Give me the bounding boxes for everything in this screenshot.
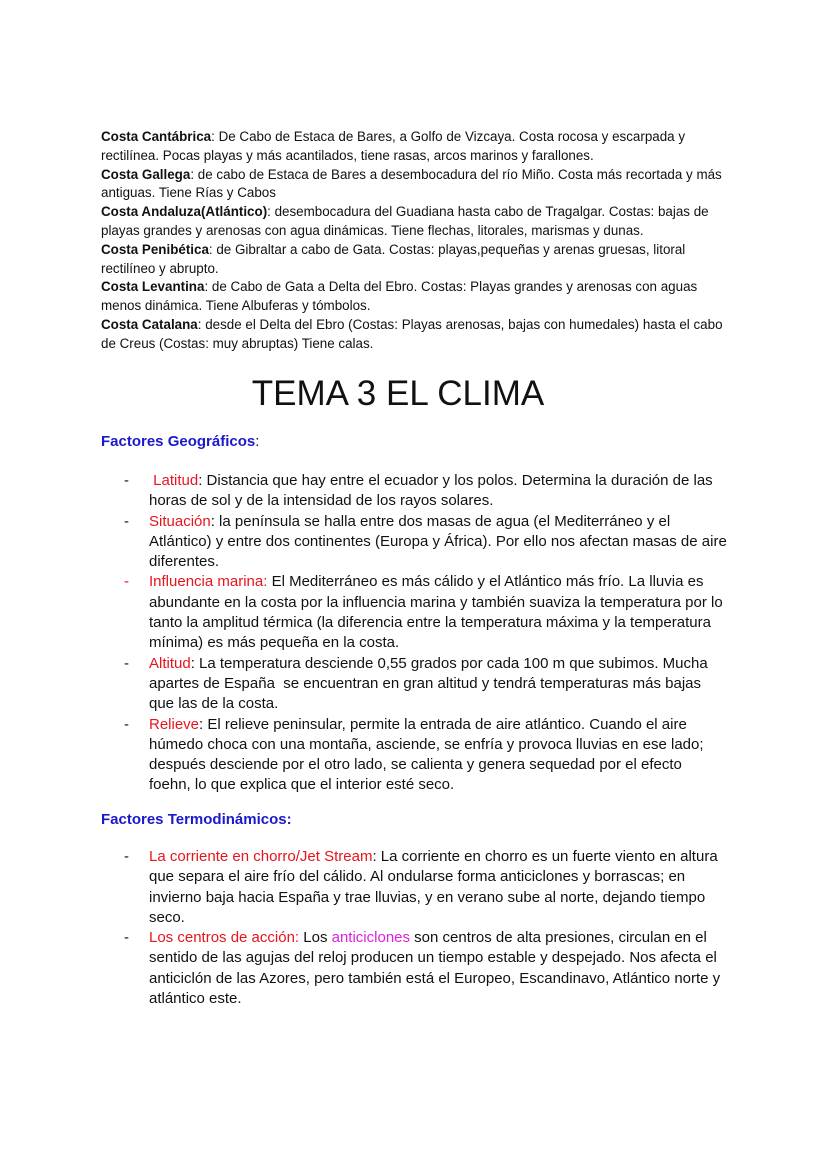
dash-bullet: - [124,573,129,591]
page-title: TEMA 3 EL CLIMA [251,374,545,413]
list-item [0,928,727,1009]
heading-geographic-factors [101,433,259,450]
item-text: son centros de alta presiones, circulan en el sentido de las agujas del reloj producen un tiempo estable y despejado. Nos afecta el anticiclón de las Azores, pero también está el Europeo, Escandinavo, Atlántico norte y atlántico este. [149,929,721,1008]
coast-paragraph [101,241,731,279]
item-label: Influencia marina: [149,573,268,591]
item-text: : Distancia que hay entre el ecuador y los polos. Determina la duración de las horas de sol y de la intensidad de los rayos solares. [149,472,713,510]
thermodynamic-factors-list [0,847,727,1009]
coast-paragraph [101,128,731,166]
highlighted-term: anticiclones [331,929,411,947]
item-text: El Mediterráneo es más cálido y el Atlántico más frío. La lluvia es abundante en la costa por la influencia marina y también suaviza la temperatura por lo tanto la amplitud térmica (la diferencia entre la temperatura máxima y la temperatura mínima) es más pequeña en la costa. [149,573,723,652]
coast-paragraph [101,203,731,241]
coast-paragraph [101,166,731,204]
geographic-factors-list [0,471,727,796]
item-label: Altitud [149,654,191,672]
dash-bullet: - [124,512,129,530]
dash-bullet: - [124,654,129,672]
coast-paragraph [101,278,731,316]
coast-text: : de cabo de Estaca de Bares a desembocadura del río Miño. Costa más recortada y más antiguas. Tiene Rías y Cabos [101,166,722,201]
dash-bullet: - [124,715,129,733]
dash-bullet: - [124,929,129,947]
coast-text: : de Gibraltar a cabo de Gata. Costas: playas,pequeñas y arenas gruesas, litoral rectilíneo y abrupto. [101,241,686,276]
heading-colon: : [255,433,260,450]
item-label: Los centros de acción: [149,929,300,947]
item-text: : La temperatura desciende 0,55 grados por cada 100 m que subimos. Mucha apartes de España se encuentran en gran altitud y tendrá temperaturas más bajas que las de la costa. [149,654,712,713]
item-text-pre: Los [299,929,332,947]
coasts-section [101,128,731,354]
item-label: Situación [149,512,211,530]
coast-name: Costa Cantábrica [101,129,212,144]
item-text: : la península se halla entre dos masas de agua (el Mediterráneo y el Atlántico) y entre dos continentes (Europa y África). Por ello nos afectan masas de aire diferentes. [149,512,727,571]
list-item [0,512,727,573]
coast-text: : desembocadura del Guadiana hasta cabo de Tragalgar. Costas: bajas de playas grandes y arenosas con agua dinámicas. Tiene flechas, litorales, marismas y dunas. [101,204,709,238]
heading-thermodynamic-factors: Factores Termodinámicos: [101,811,292,828]
heading-text: Factores Geográficos [101,433,256,450]
item-text: : El relieve peninsular, permite la entrada de aire atlántico. Cuando el aire húmedo choca con una montaña, asciende, se enfría y provoca lluvias en ese lado; después desciende por el otro lado, se calienta y genera sequedad por el efecto foehn, lo que explica que el interior esté seco. [149,715,704,794]
coast-text: : desde el Delta del Ebro (Costas: Playas arenosas, bajas con humedales) hasta el cabo de Creus (Costas: muy abruptas) Tiene calas. [101,316,723,351]
list-item [0,715,727,796]
dash-bullet: - [124,848,129,865]
coast-paragraph [101,316,731,354]
coast-text: : de Cabo de Gata a Delta del Ebro. Costas: Playas grandes y arenosas con aguas menos dinámica. Tiene Albuferas y tómbolos. [101,279,698,314]
list-item [0,847,727,928]
item-label: Latitud [149,472,199,489]
coast-name: Costa Andaluza(Atlántico) [101,204,268,220]
coast-name: Costa Penibética [101,241,209,257]
coast-text: : De Cabo de Estaca de Bares, a Golfo de Vizcaya. Costa rocosa y escarpada y rectilínea. Pocas playas y más acantilados, tiene rasas, arcos marinos y farallones. [101,129,686,163]
list-item [0,654,727,715]
item-label: La corriente en chorro/Jet Stream [149,848,373,865]
dash-bullet: - [124,472,129,489]
coast-name: Costa Catalana [101,316,198,332]
coast-name: Costa Gallega [101,166,191,182]
list-item [0,572,727,653]
item-text: : La corriente en chorro es un fuerte viento en altura que separa el aire frío del cálido. Al ondularse forma anticiclones y borrascas; en invierno baja hacia España y trae lluvias, y en verano sube al norte, dejando tiempo seco. [149,848,718,926]
list-item [0,471,727,512]
coast-name: Costa Levantina [101,279,205,295]
item-label: Relieve [149,715,200,733]
